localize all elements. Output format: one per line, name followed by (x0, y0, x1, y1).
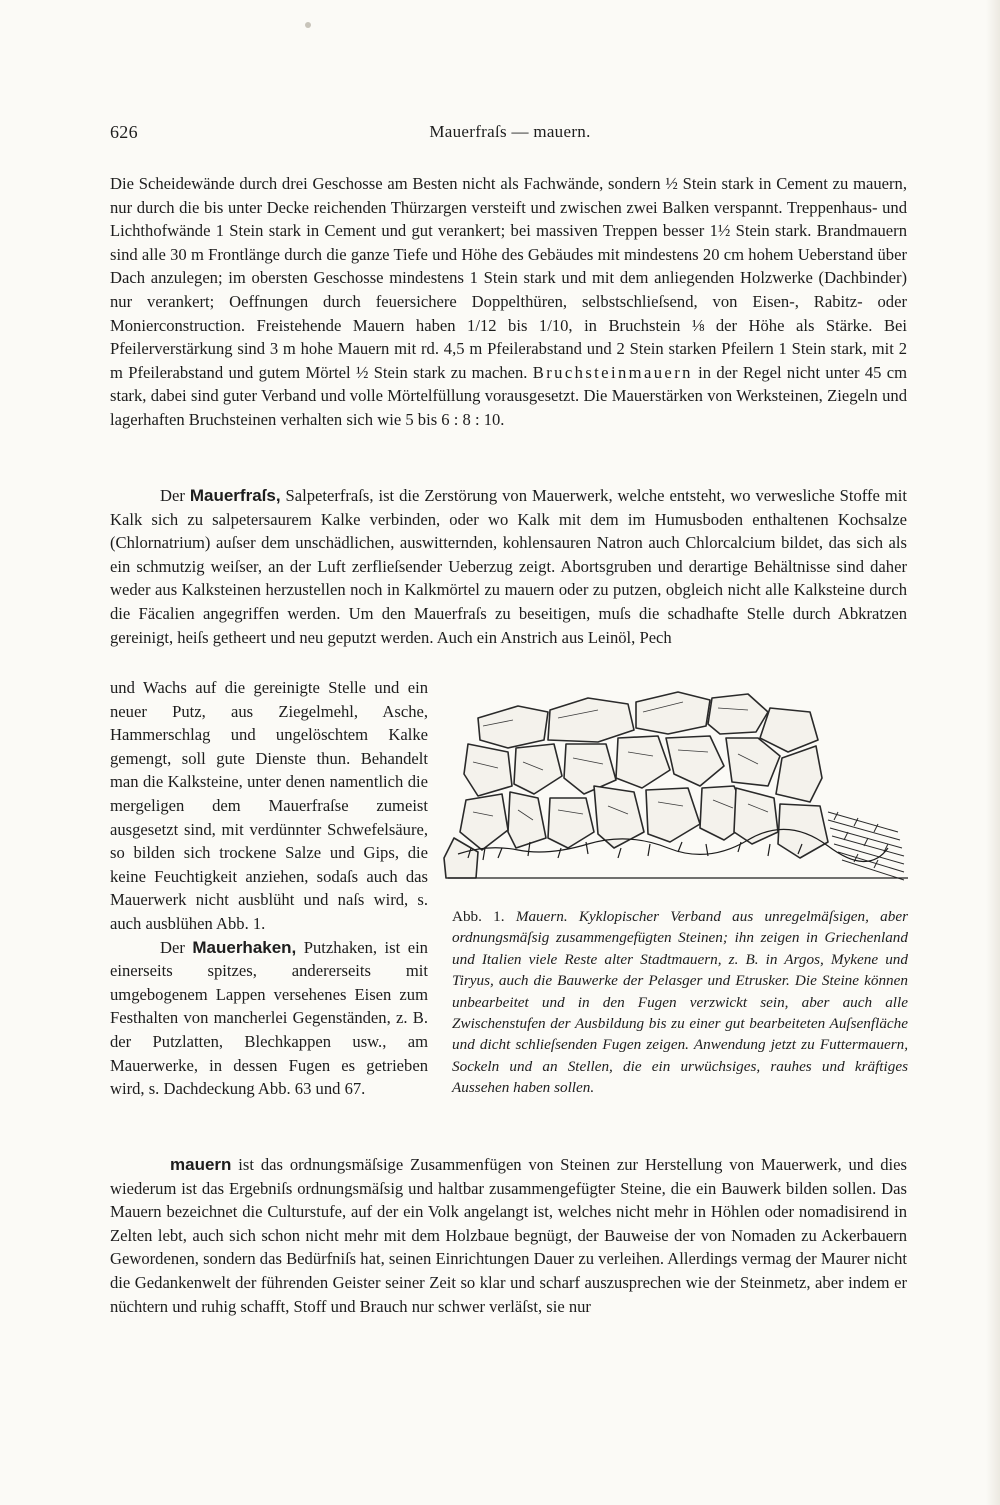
paper-spot (305, 22, 311, 28)
page-number: 626 (110, 122, 138, 142)
figure-caption (452, 906, 908, 1099)
page-edge-shadow (986, 0, 1000, 1505)
caption-text: Mauern. Kyklopischer Verband aus unregelmäſsigen, aber ordnungsmäſsig zusammengefügten Steinen; ihn zeigen in Griechenland und Italien viele Reste alter Stadtmauern, z. B. in Argos, Mykene und Tiryus, auch die Bauwerke der Pelasger und Etrusker. Die Steine können unbearbeitet und in den Fugen verzwickt sein, aber auch alle Zwischenstufen der Ausbildung bis zu einer gut bearbeiteten Auſsenfläche und dicht schlieſsenden Fugen zeigen. Anwendung jetzt zu Futtermauern, Sockeln und an Stellen, die ein urwüchsiges, rauhes und kräftiges Aussehen haben sollen. (452, 908, 908, 1097)
cyclopean-wall-illustration-icon (438, 682, 908, 892)
page-header (110, 122, 910, 148)
term-mauern: mauern (170, 1155, 232, 1174)
term-mauerhaken: Mauerhaken, (192, 937, 297, 957)
term-mauerfrass: Mauerfraſs, (189, 486, 281, 505)
paragraph-continuation: und Wachs auf die gereinigte Stelle und ein neuer Putz, aus Ziegelmehl, Asche, Hammerschlag und ungelöschtem Kalke gemengt, soll gute Dienste thun. Behandelt man die Kalksteine, unter denen namentlich die mergeligen dem Mauerfraſse zumeist ausgesetzt sind, mit verdünnter Schwefelsäure, so bilden sich trockene Salze und Gips, die keine Feuchtigkeit anziehen, sodaſs auch das Mauerwerk nicht ausblüht und naſs wird, s. auch ausblühen Abb. 1. (110, 678, 428, 933)
paragraph-text: Putzhaken, ist ein einerseits spitzes, andererseits mit umgebogenem Lappen versehenes Eisen zum Festhalten von mancherlei Gegenständen, z. B. der Putzlatten, Blechkappen usw., am Mauerwerke, in dessen Fugen es getrieben wird, s. Dachdeckung Abb. 63 und 67. (110, 937, 428, 1099)
paragraph-text: in der Regel nicht unter 45 cm stark, dabei sind guter Verband und volle Mörtelfüllung vorausgesetzt. Die Mauerstärken von Werksteinen, Ziegeln und lagerhaften Bruchsteinen verhalten sich wie 5 bis 6 : 8 : 10. (110, 362, 907, 429)
paragraph-text: Salpeterfraſs, ist die Zerstörung von Mauerwerk, welche entsteht, wo verwesliche Stoffe mit Kalk sich zu salpetersaurem Kalke verbinden, oder wo Kalk mit dem im Humusboden enthaltenen Kochsalze (Chlornatrium) auſser dem unschädlichen, auswitternden, kohlensauren Natron auch Chlorcalcium bildet, das sich als ein schmutzig weiſser, an der Luft zerflieſsender Ueberzug zeigt. Abortsgruben und derartige Behältnisse sind daher weder aus Kalksteinen herzustellen noch in Kalkmörtel zu mauern oder zu putzen, obgleich nicht alle Kalksteine durch die Fäcalien angegriffen werden. Um den Mauerfraſs zu beseitigen, muſs die schadhafte Stelle durch Abkratzen gereinigt, heiſs getheert und neu geputzt werden. Auch ein Anstrich aus Leinöl, Pech (110, 486, 907, 647)
paragraph-lead: Der (160, 486, 185, 505)
paragraph-lead: Der (160, 937, 185, 957)
left-column (110, 676, 428, 1101)
paragraph-mauerfrass (110, 484, 907, 649)
paragraph-mauern (110, 1153, 907, 1318)
paragraph-text: ist das ordnungsmäſsige Zusammenfügen von Steinen zur Herstellung von Mauerwerk, und dies wiederum ist das Ergebniſs ordnungsmäſsig und haltbar zusammengefügter Steine, die ein Bauwerk bilden sollen. Das Mauern bezeichnet die Culturstufe, auf der ein Volk angelangt ist, welches nicht mehr in Höhlen oder nomadisirend in Zelten lebt, auch sich schon nicht mehr mit dem Holzbaue begnügt, der Bauweise der von Nomaden zu Ackerbauern Gewordenen, sondern das Bedürfniſs hat, seinen Einrichtungen Dauer zu verleihen. Allerdings vermag der Maurer nicht die Gedankenwelt der führenden Geister seiner Zeit so klar und scharf auszusprechen wie der Steinmetz, aber indem er nüchtern und ruhig schafft, Stoff und Brauch nur schwer verläſst, sie nur (110, 1155, 907, 1316)
term-bruchsteinmauern: Bruchsteinmauern (532, 362, 693, 382)
paragraph-mauerhaken (110, 936, 428, 1101)
paragraph-scheidewaende (110, 172, 907, 432)
running-title: Mauerfraſs — mauern. (429, 122, 591, 141)
paragraph-text: Die Scheidewände durch drei Geschosse am Besten nicht als Fachwände, sondern ½ Stein stark in Cement zu mauern, nur durch die bis unter Decke reichenden Thürzargen versteift und zwischen zwei Balken verspannt. Treppenhaus- und Lichthofwände 1 Stein stark in Cement und gut verankert; bei massiven Treppen besser 1½ Stein stark. Brandmauern sind alle 30 m Frontlänge durch die ganze Tiefe und Höhe des Gebäudes mit mindestens 20 cm hohem Ueberstand über Dach anzulegen; im obersten Geschosse mindestens 1 Stein stark und mit dem anliegenden Holzwerke (Dachbinder) nur verankert; Oeffnungen durch feuersichere Doppelthüren, selbstschlieſsend, von Eisen-, Rabitz- oder Monierconstruction. Freistehende Mauern haben 1/12 bis 1/10, in Bruchstein ⅛ der Höhe als Stärke. Bei Pfeilerverstärkung sind 3 m hohe Mauern mit rd. 4,5 m Pfeilerabstand und 2 Stein starken Pfeilern 1 Stein stark, mit 2 m Pfeilerabstand und gutem Mörtel ½ Stein stark zu machen. (110, 174, 907, 382)
caption-label: Abb. 1. (452, 908, 505, 925)
